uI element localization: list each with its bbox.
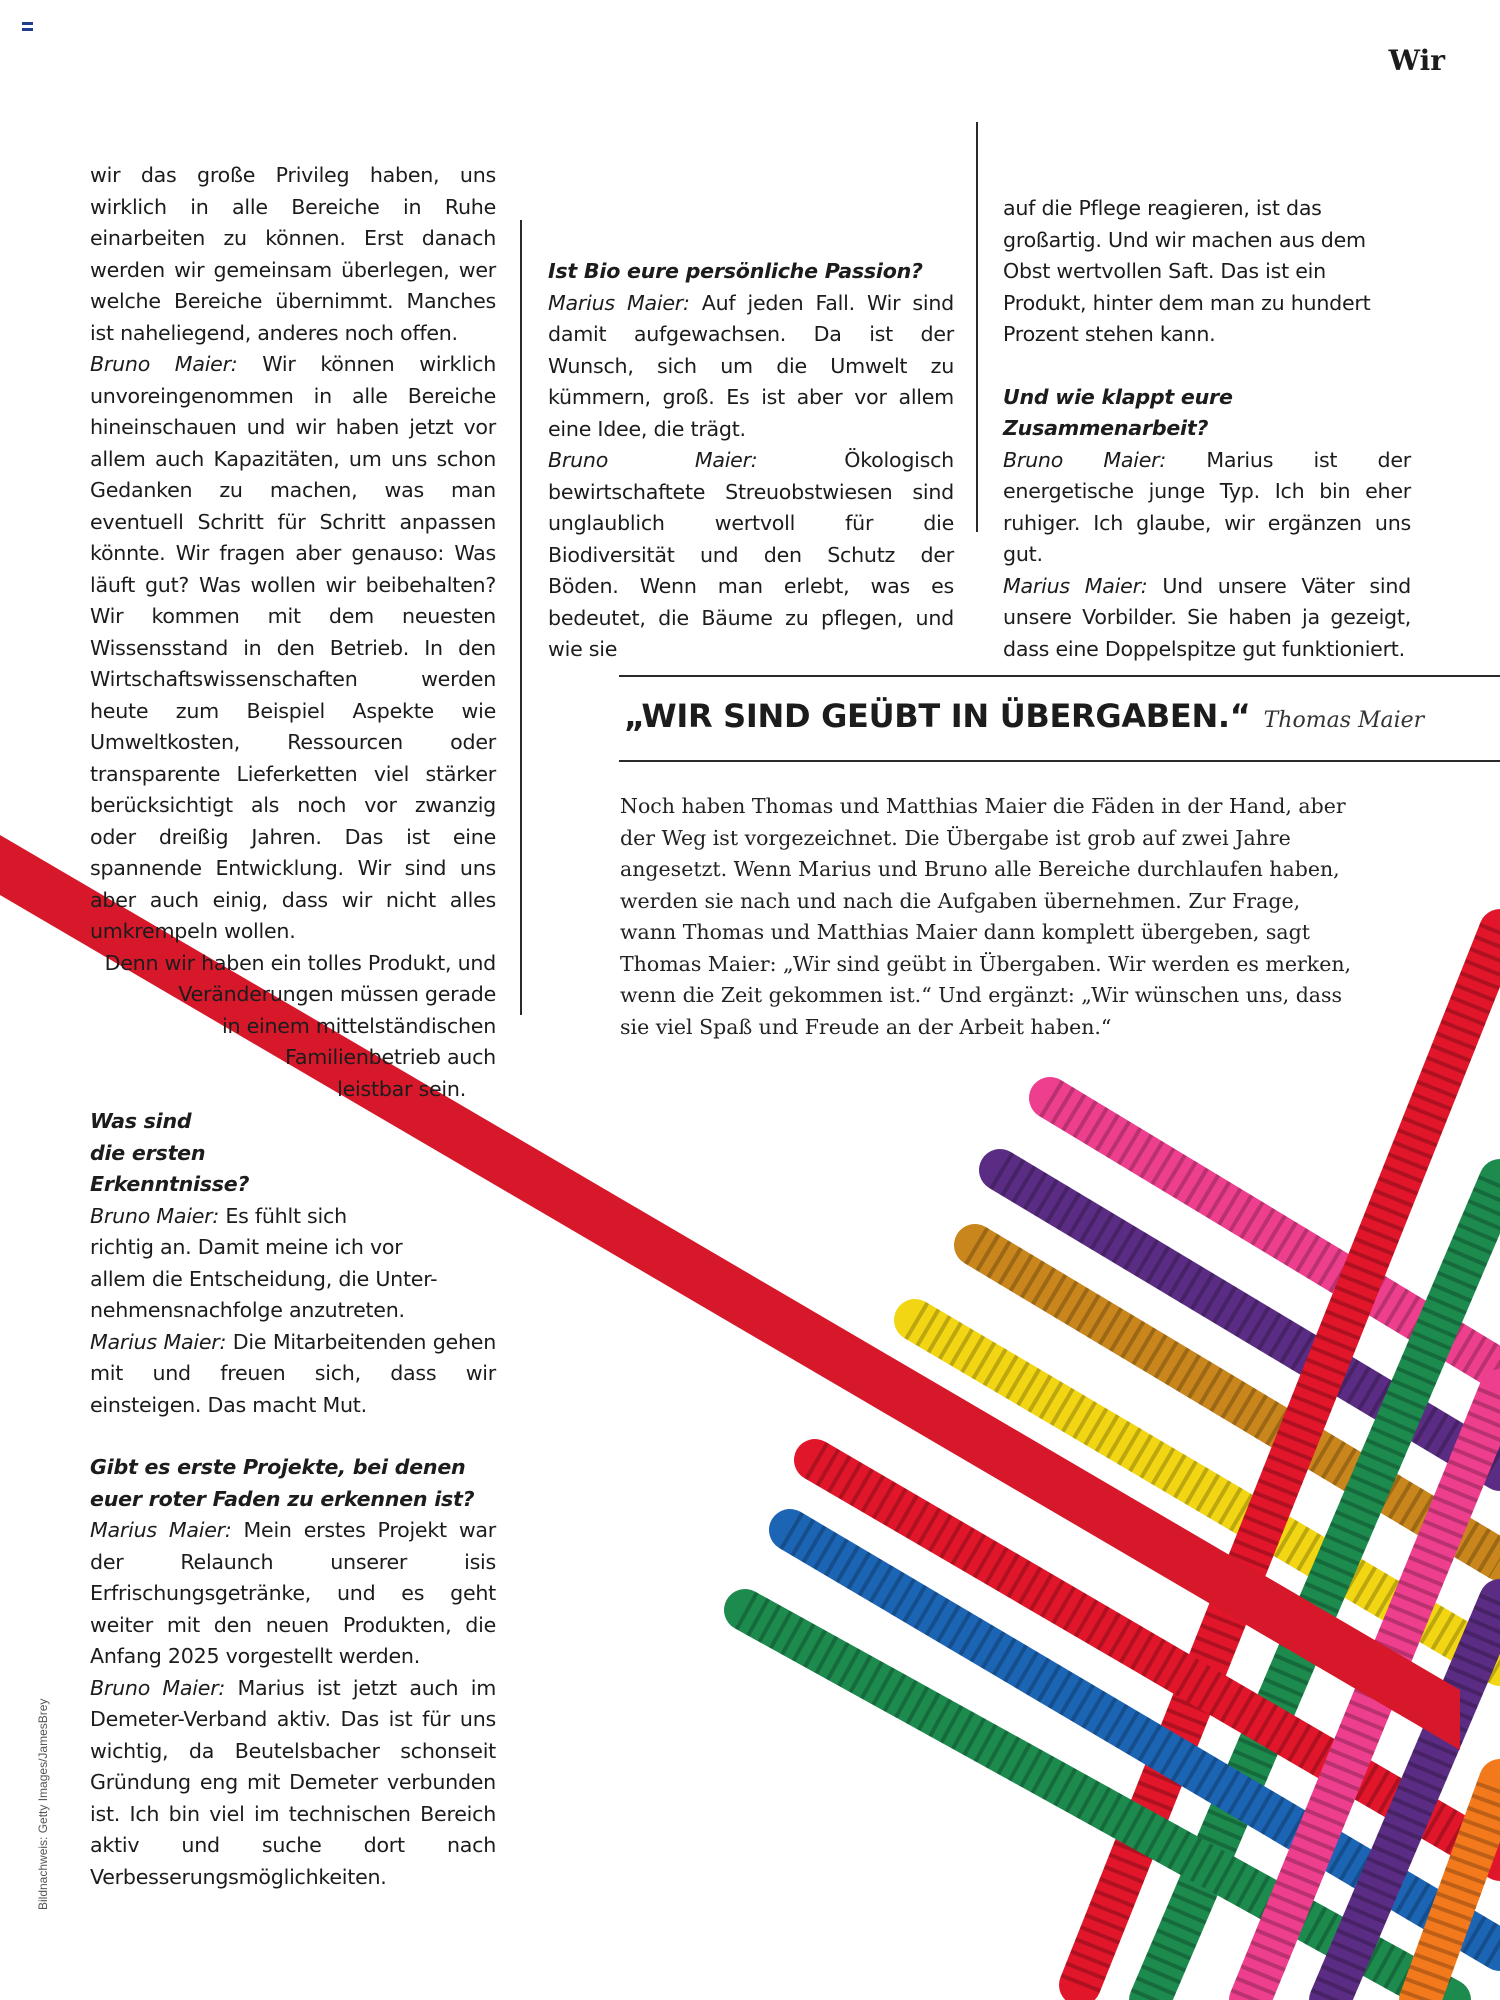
answer-paragraph xyxy=(1003,445,1411,571)
speaker-name: Bruno Maier: xyxy=(90,1675,226,1700)
answer-paragraph xyxy=(90,349,496,948)
answer-paragraph xyxy=(90,1327,496,1422)
interview-question: Gibt es erste Projekte, bei denen euer roter Faden zu erkennen ist? xyxy=(90,1455,475,1511)
tail-line: Denn wir haben ein tolles Produkt, und xyxy=(104,950,496,975)
speaker-name: Marius Maier: xyxy=(548,290,690,315)
pull-quote xyxy=(624,697,1494,735)
column-rule-1 xyxy=(520,220,522,1015)
answer-paragraph xyxy=(1003,571,1411,666)
tail-line: Veränderungen müssen gerade xyxy=(178,982,496,1006)
answer-text: Wir können wirklich unvoreingenommen in alle Bereiche hineinschauen und wir haben jetzt vor allem auch Kapazitäten, um uns schon Gedanken zu machen, was man eventuell Schritt für Schritt anpassen könnte. Wir fragen aber genauso: Was läuft gut? Was wollen wir beibehalten? Wir kommen mit dem neuesten Wissensstand in den Betrieb. In den Wirtschaftswissenschaften werden heute zum Beispiel Aspekte wie Umweltkosten, Ressourcen oder transparente Lieferketten viel stärker berücksichtigt als noch vor zwanzig oder dreißig Jahren. Das ist eine spannende Entwicklung. Wir sind uns aber auch einig, dass wir nicht alles umkrempeln wollen. xyxy=(90,352,497,943)
section-label: Wir xyxy=(1388,44,1445,77)
answer-line: nehmensnachfolge anzutreten. xyxy=(90,1298,405,1322)
answer-text: Marius ist der energetische junge Typ. Ich bin eher ruhiger. Ich glaube, wir ergänzen uns gut. xyxy=(1003,447,1412,566)
photo-credit: Bildnachweis: Getty Images/JamesBrey xyxy=(36,1698,50,1910)
tail-line: Familienbetrieb auch xyxy=(285,1045,496,1069)
column-2 xyxy=(548,256,954,666)
answer-line: Es fühlt sich xyxy=(225,1203,347,1228)
quote-attribution: Thomas Maier xyxy=(1263,708,1425,733)
speaker-name: Marius Maier: xyxy=(1003,573,1148,598)
answer-paragraph xyxy=(90,1673,496,1894)
column-1-top xyxy=(90,160,496,1105)
speaker-name: Bruno Maier: xyxy=(90,352,238,376)
answer-text: Marius ist jetzt auch im Demeter-Verband aktiv. Das ist für uns wichtig, da Beutelsbacher schonseit Gründung eng mit Demeter verbunden ist. Ich bin viel im technischen Bereich aktiv und suche dort nach Verbesserungsmöglichkeiten. xyxy=(90,1675,497,1889)
answer-text: Ökologisch bewirtschaftete Streuobstwiesen sind unglaublich wertvoll für die Biodiversität und den Schutz der Böden. Wenn man erlebt, was es bedeutet, die Bäume zu pflegen, und wie sie xyxy=(548,448,954,661)
tail-lines xyxy=(90,948,496,1106)
tail-line: leistbar sein. xyxy=(337,1076,466,1101)
tail-line: in einem mittelständischen xyxy=(222,1013,496,1038)
answer-line: richtig an. Damit meine ich vor xyxy=(90,1235,403,1259)
speaker-name: Bruno Maier: xyxy=(90,1203,220,1228)
flag-mark xyxy=(22,22,33,31)
paragraph: auf die Pflege reagieren, ist das großartig. Und wir machen aus dem Obst wertvollen Saft. Das ist ein Produkt, hinter dem man zu hundert Prozent stehen kann. xyxy=(1003,196,1371,346)
speaker-name: Bruno Maier: xyxy=(1003,447,1167,472)
question-line: die ersten xyxy=(90,1140,206,1165)
answer-line: allem die Entscheidung, die Unter- xyxy=(90,1266,438,1291)
answer-text: Und unsere Väter sind unsere Vorbilder. Sie haben ja gezeigt, dass eine Doppelspitze gut funktioniert. xyxy=(1003,573,1412,661)
column-rule-2 xyxy=(976,122,978,532)
yarn-strands xyxy=(745,930,1500,2000)
quote-headline: „WIR SIND GEÜBT IN ÜBERGABEN.“ xyxy=(624,697,1251,735)
paragraph: wir das große Privileg haben, uns wirklich in alle Bereiche in Ruhe einarbeiten zu können. Erst danach werden wir gemeinsam überlegen, wer welche Bereiche übernimmt. Manches ist naheliegend, anderes noch offen. xyxy=(90,163,496,345)
speaker-name: Marius Maier: xyxy=(90,1518,232,1542)
answer-text: Die Mitarbeitenden gehen mit und freuen sich, dass wir einsteigen. Das macht Mut. xyxy=(90,1329,497,1417)
answer-paragraph xyxy=(548,288,954,446)
answer-text: Mein erstes Projekt war der Relaunch unserer isis Erfrischungsgetränke, und es geht weiter mit den neuen Produkten, die Anfang 2025 vorgestellt werden. xyxy=(90,1518,497,1668)
speaker-name: Marius Maier: xyxy=(90,1329,227,1354)
interview-question: Ist Bio eure persönliche Passion? xyxy=(548,259,923,283)
quote-body: Noch haben Thomas und Matthias Maier die Fäden in der Hand, aber der Weg ist vorgezeichnet. Die Übergabe ist grob auf zwei Jahre angesetzt. Wenn Marius und Bruno alle Bereiche durchlaufen haben, werden sie nach und nach die Aufgaben übernehmen. Zur Frage, wann Thomas und Matthias Maier dann komplett übergeben, sagt Thomas Maier: „Wir sind geübt in Übergaben. Wir werden es merken, wenn die Zeit gekommen ist.“ Und ergänzt: „Wir wünschen uns, dass sie viel Spaß und Freude an der Arbeit haben.“ xyxy=(620,794,1352,1039)
interview-question xyxy=(90,1106,496,1201)
quote-rule-bottom xyxy=(619,760,1500,762)
answer-paragraph xyxy=(90,1201,496,1327)
question-line: Was sind xyxy=(90,1109,192,1133)
answer-paragraph xyxy=(90,1515,496,1673)
interview-question: Und wie klappt eure Zusammenarbeit? xyxy=(1003,384,1233,440)
answer-text: Auf jeden Fall. Wir sind damit aufgewachsen. Da ist der Wunsch, sich um die Umwelt zu kümmern, groß. Es ist aber vor allem eine Idee, die trägt. xyxy=(548,290,955,441)
question-line: Erkenntnisse? xyxy=(90,1172,250,1196)
column-1-bottom xyxy=(90,1106,496,1893)
speaker-name: Bruno Maier: xyxy=(548,448,758,472)
column-3 xyxy=(1003,193,1411,665)
answer-paragraph xyxy=(548,445,954,666)
quote-rule-top xyxy=(619,675,1500,677)
